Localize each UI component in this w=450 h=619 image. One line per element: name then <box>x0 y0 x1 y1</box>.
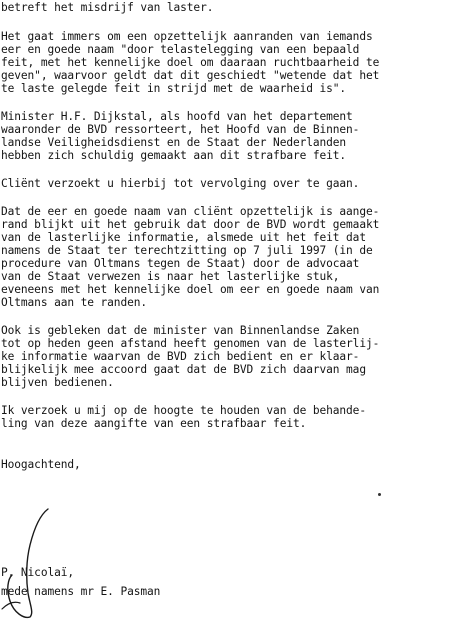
signatory-name: P. Nicolaï, <box>1 566 74 579</box>
letter-line: landse Veiligheidsdienst en de Staat der Nederlanden <box>1 136 347 149</box>
handwritten-signature <box>0 505 60 619</box>
letter-line: Dat de eer en goede naam van cliënt opzettelijk is aange- <box>1 205 380 218</box>
letter-line: van de lasterlijke informatie, alsmede uit het feit dat <box>1 231 366 244</box>
letter-line: waaronder de BVD ressorteert, het Hoofd van de Binnen- <box>1 123 360 136</box>
closing-salutation: Hoogachtend, <box>1 458 81 471</box>
letter-line: namens de Staat ter terechtzitting op 7 juli 1997 (in de <box>1 244 373 257</box>
signatory-on-behalf: mede namens mr E. Pasman <box>1 585 161 598</box>
letter-line: eer en goede naam "door telastelegging van een bepaald <box>1 43 360 56</box>
letter-line: ke informatie waarvan de BVD zich bedient en er klaar- <box>1 350 360 363</box>
letter-line: tot op heden geen afstand heeft genomen van de lasterlij- <box>1 337 380 350</box>
letter-line: rand blijkt uit het gebruik dat door de BVD wordt gemaakt <box>1 218 380 231</box>
letter-line: Het gaat immers om een opzettelijk aanranden van iemands <box>1 30 373 43</box>
letter-line: feit, met het kennelijke doel om daaraan ruchtbaarheid te <box>1 56 380 69</box>
letter-line: Ook is gebleken dat de minister van Binnenlandse Zaken <box>1 324 360 337</box>
letter-line: blijkelijk mee accoord gaat dat de BVD zich daarvan mag <box>1 363 366 376</box>
letter-line: procedure van Oltmans tegen de Staat) door de advocaat <box>1 257 360 270</box>
letter-line: blijven bedienen. <box>1 376 114 389</box>
letter-line: geven", waarvoor geldt dat dit geschiedt "wetende dat het <box>1 69 380 82</box>
letter-line: eveneens met het kennelijke doel om eer en goede naam van <box>1 283 380 296</box>
letter-line: Ik verzoek u mij op de hoogte te houden van de behande- <box>1 404 366 417</box>
letter-line: Minister H.F. Dijkstal, als hoofd van het departement <box>1 110 353 123</box>
letter-line: ling van deze aangifte van een strafbaar feit. <box>1 417 307 430</box>
speck-mark <box>378 493 381 496</box>
letter-line: Cliënt verzoekt u hierbij tot vervolging over te gaan. <box>1 177 360 190</box>
letter-line: Oltmans aan te randen. <box>1 296 147 309</box>
letter-line: van de Staat verwezen is naar het lasterlijke stuk, <box>1 270 340 283</box>
letter-line: hebben zich schuldig gemaakt aan dit strafbare feit. <box>1 149 347 162</box>
letter-line-closing-subject: betreft het misdrijf van laster. <box>1 1 214 14</box>
letter-line: te laste gelegde feit in strijd met de waarheid is". <box>1 82 347 95</box>
